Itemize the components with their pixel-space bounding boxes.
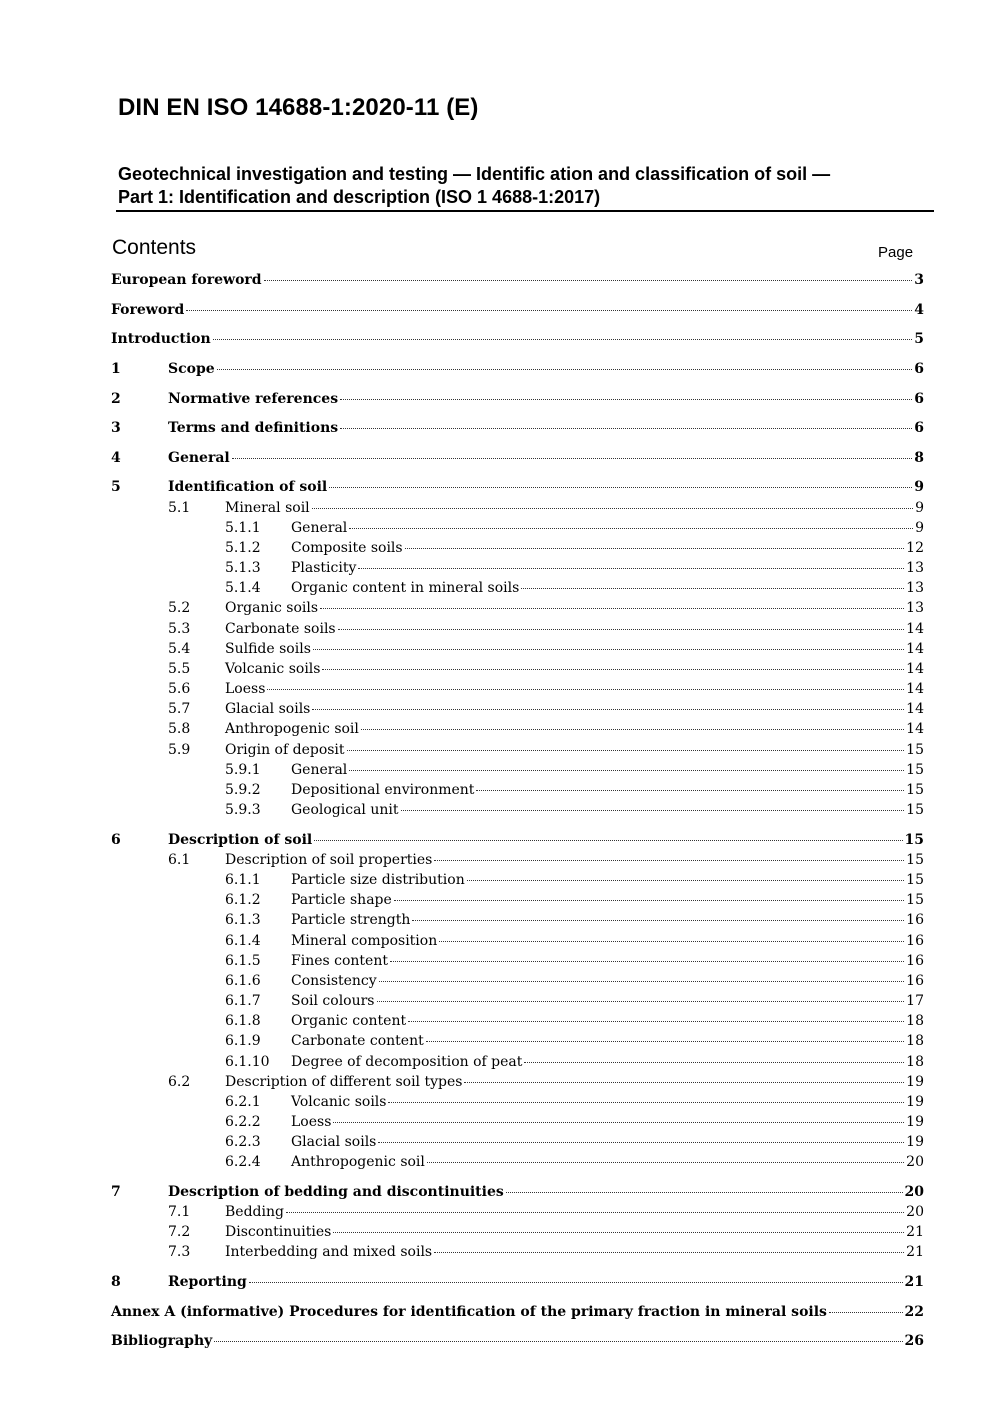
toc-entry[interactable] bbox=[111, 1331, 924, 1351]
toc-entry-title: Soil colours bbox=[291, 993, 375, 1009]
toc-entry[interactable] bbox=[168, 679, 924, 699]
toc-entry-title: Normative references bbox=[168, 391, 339, 407]
toc-entry-title: Glacial soils bbox=[225, 701, 311, 717]
toc-entry-number: 7.3 bbox=[168, 1244, 191, 1260]
toc-dot-leader bbox=[439, 941, 904, 942]
toc-dot-leader bbox=[232, 458, 913, 459]
toc-entry-page: 20 bbox=[906, 1204, 924, 1220]
toc-entry-title: Description of soil bbox=[168, 832, 313, 848]
toc-dot-leader bbox=[349, 528, 913, 529]
toc-entry-number: 6.2.1 bbox=[225, 1094, 261, 1110]
toc-entry[interactable] bbox=[111, 1272, 924, 1292]
toc-entry-number: 7.2 bbox=[168, 1224, 191, 1240]
toc-entry-page: 16 bbox=[906, 933, 924, 949]
toc-dot-leader bbox=[388, 1102, 904, 1103]
toc-entry[interactable] bbox=[168, 1222, 924, 1242]
toc-dot-leader bbox=[467, 880, 904, 881]
toc-dot-leader bbox=[379, 981, 904, 982]
toc-entry-page: 6 bbox=[914, 361, 924, 377]
toc-entry-page: 15 bbox=[906, 872, 924, 888]
toc-entry[interactable] bbox=[168, 1242, 924, 1262]
toc-entry-number: 5.1.2 bbox=[225, 540, 261, 556]
toc-dot-leader bbox=[320, 608, 904, 609]
toc-entry-title: Loess bbox=[291, 1114, 332, 1130]
toc-dot-leader bbox=[401, 810, 905, 811]
toc-entry-number: 3 bbox=[111, 420, 121, 436]
toc-entry-number: 6.1.8 bbox=[225, 1013, 261, 1029]
toc-entry-title: Annex A (informative) Procedures for identification of the primary fraction in mineral soils bbox=[111, 1304, 827, 1320]
toc-dot-leader bbox=[434, 860, 904, 861]
toc-entry-title: Mineral composition bbox=[291, 933, 438, 949]
toc-dot-leader bbox=[186, 310, 912, 311]
toc-entry-number: 5.3 bbox=[168, 621, 191, 637]
toc-entry-number: 5.1.3 bbox=[225, 560, 261, 576]
toc-dot-leader bbox=[312, 709, 904, 710]
toc-entry-number: 5.6 bbox=[168, 681, 191, 697]
toc-entry-number: 6.1.9 bbox=[225, 1033, 261, 1049]
toc-entry-title: Identification of soil bbox=[168, 479, 328, 495]
toc-entry-title: Organic content in mineral soils bbox=[291, 580, 520, 596]
toc-entry-number: 8 bbox=[111, 1274, 121, 1290]
toc-entry[interactable] bbox=[225, 890, 924, 910]
toc-dot-leader bbox=[408, 1021, 904, 1022]
toc-entry-page: 21 bbox=[904, 1274, 924, 1290]
toc-entry-number: 5.5 bbox=[168, 661, 191, 677]
toc-entry-number: 5.1.1 bbox=[225, 520, 261, 536]
toc-entry-title: Foreword bbox=[111, 302, 185, 318]
toc-entry[interactable] bbox=[225, 870, 924, 890]
toc-entry-page: 14 bbox=[906, 641, 924, 657]
toc-dot-leader bbox=[405, 548, 905, 549]
toc-entry-page: 14 bbox=[906, 681, 924, 697]
toc-entry-page: 21 bbox=[906, 1244, 924, 1260]
toc-entry-title: Particle strength bbox=[291, 912, 411, 928]
toc-entry-title: Anthropogenic soil bbox=[291, 1154, 425, 1170]
toc-entry[interactable] bbox=[168, 639, 924, 659]
toc-entry[interactable] bbox=[168, 740, 924, 760]
toc-entry-title: Plasticity bbox=[291, 560, 357, 576]
toc-entry-title: Reporting bbox=[168, 1274, 247, 1290]
toc-entry-title: Terms and definitions bbox=[168, 420, 339, 436]
toc-entry-page: 9 bbox=[914, 479, 924, 495]
toc-dot-leader bbox=[349, 770, 904, 771]
toc-entry-title: Discontinuities bbox=[225, 1224, 332, 1240]
toc-entry-number: 6.1.7 bbox=[225, 993, 261, 1009]
toc-entry-page: 20 bbox=[906, 1154, 924, 1170]
toc-entry[interactable] bbox=[225, 1031, 924, 1051]
toc-dot-leader bbox=[521, 588, 904, 589]
toc-entry[interactable] bbox=[225, 971, 924, 991]
toc-entry[interactable] bbox=[225, 800, 924, 820]
toc-dot-leader bbox=[394, 900, 904, 901]
toc-entry-title: Sulfide soils bbox=[225, 641, 311, 657]
toc-dot-leader bbox=[390, 961, 904, 962]
toc-entry-page: 6 bbox=[914, 420, 924, 436]
toc-entry[interactable] bbox=[225, 1092, 924, 1112]
toc-entry-page: 20 bbox=[904, 1184, 924, 1200]
toc-entry-page: 9 bbox=[915, 520, 924, 536]
toc-dot-leader bbox=[464, 1082, 904, 1083]
toc-entry-number: 5.2 bbox=[168, 600, 191, 616]
toc-entry-page: 3 bbox=[914, 272, 924, 288]
toc-entry-page: 26 bbox=[904, 1333, 924, 1349]
toc-entry-number: 2 bbox=[111, 391, 121, 407]
toc-entry-number: 6.2.3 bbox=[225, 1134, 261, 1150]
toc-entry-page: 8 bbox=[914, 450, 924, 466]
toc-entry[interactable] bbox=[225, 910, 924, 930]
toc-dot-leader bbox=[314, 840, 902, 841]
toc-dot-leader bbox=[347, 750, 905, 751]
toc-entry[interactable] bbox=[168, 598, 924, 618]
toc-entry-number: 6.1.3 bbox=[225, 912, 261, 928]
toc-entry-number: 6.1.1 bbox=[225, 872, 261, 888]
toc-entry-number: 6.1.6 bbox=[225, 973, 261, 989]
toc-entry-title: General bbox=[168, 450, 230, 466]
toc-entry[interactable] bbox=[111, 300, 924, 320]
toc-entry-number: 5.1.4 bbox=[225, 580, 261, 596]
toc-entry-title: Interbedding and mixed soils bbox=[225, 1244, 433, 1260]
toc-entry-page: 12 bbox=[906, 540, 924, 556]
toc-entry-page: 5 bbox=[914, 331, 924, 347]
toc-dot-leader bbox=[286, 1212, 904, 1213]
toc-entry-number: 6.1 bbox=[168, 852, 191, 868]
toc-entry[interactable] bbox=[225, 1132, 924, 1152]
toc-entry-title: Degree of decomposition of peat bbox=[291, 1054, 523, 1070]
toc-dot-leader bbox=[524, 1062, 904, 1063]
toc-dot-leader bbox=[322, 669, 904, 670]
toc-entry[interactable] bbox=[225, 1011, 924, 1031]
toc-entry[interactable] bbox=[111, 477, 924, 497]
toc-entry-title: Fines content bbox=[291, 953, 388, 969]
toc-dot-leader bbox=[217, 369, 913, 370]
toc-dot-leader bbox=[434, 1252, 904, 1253]
toc-entry-page: 15 bbox=[906, 802, 924, 818]
toc-entry[interactable] bbox=[111, 270, 924, 290]
toc-entry-title: Description of different soil types bbox=[225, 1074, 463, 1090]
toc-entry-page: 13 bbox=[906, 580, 924, 596]
toc-entry-page: 13 bbox=[906, 600, 924, 616]
toc-entry-title: General bbox=[291, 762, 348, 778]
document-title-line-2: Part 1: Identification and description (ISO 1 4688-1:2017) bbox=[118, 187, 601, 207]
toc-entry-title: Particle size distribution bbox=[291, 872, 465, 888]
toc-entry-title: Volcanic soils bbox=[291, 1094, 387, 1110]
toc-dot-leader bbox=[264, 280, 913, 281]
toc-dot-leader bbox=[361, 729, 904, 730]
toc-entry-number: 6.1.4 bbox=[225, 933, 261, 949]
toc-entry-page: 13 bbox=[906, 560, 924, 576]
toc-entry[interactable] bbox=[111, 329, 924, 349]
toc-entry-number: 6.1.5 bbox=[225, 953, 261, 969]
toc-entry-title: Organic soils bbox=[225, 600, 319, 616]
toc-entry[interactable] bbox=[225, 780, 924, 800]
toc-dot-leader bbox=[340, 399, 912, 400]
toc-entry[interactable] bbox=[225, 1112, 924, 1132]
toc-entry[interactable] bbox=[111, 1182, 924, 1202]
toc-entry[interactable] bbox=[111, 389, 924, 409]
toc-dot-leader bbox=[267, 689, 904, 690]
toc-dot-leader bbox=[829, 1312, 903, 1313]
toc-entry-title: Particle shape bbox=[291, 892, 392, 908]
toc-entry-number: 5.1 bbox=[168, 500, 191, 516]
toc-entry-number: 6.1.2 bbox=[225, 892, 261, 908]
toc-entry-title: Introduction bbox=[111, 331, 211, 347]
toc-entry-page: 14 bbox=[906, 661, 924, 677]
toc-dot-leader bbox=[333, 1122, 904, 1123]
toc-dot-leader bbox=[338, 629, 905, 630]
toc-entry-page: 16 bbox=[906, 973, 924, 989]
toc-entry-number: 5.8 bbox=[168, 721, 191, 737]
toc-entry[interactable] bbox=[225, 1052, 924, 1072]
toc-entry-title: Depositional environment bbox=[291, 782, 475, 798]
toc-dot-leader bbox=[426, 1041, 904, 1042]
toc-dot-leader bbox=[476, 790, 904, 791]
toc-entry-number: 6.2.4 bbox=[225, 1154, 261, 1170]
toc-dot-leader bbox=[329, 487, 912, 488]
toc-entry-title: Description of soil properties bbox=[225, 852, 433, 868]
toc-entry-title: Bibliography bbox=[111, 1333, 213, 1349]
toc-entry[interactable] bbox=[111, 830, 924, 850]
toc-dot-leader bbox=[506, 1192, 903, 1193]
toc-entry[interactable] bbox=[168, 699, 924, 719]
page-column-heading: Page bbox=[878, 244, 914, 261]
toc-entry-number: 5.9 bbox=[168, 742, 191, 758]
toc-entry-number: 7 bbox=[111, 1184, 121, 1200]
toc-entry-number: 5.4 bbox=[168, 641, 191, 657]
toc-entry-number: 1 bbox=[111, 361, 121, 377]
toc-entry-page: 6 bbox=[914, 391, 924, 407]
toc-dot-leader bbox=[249, 1282, 903, 1283]
toc-entry-title: Anthropogenic soil bbox=[225, 721, 359, 737]
toc-entry-page: 19 bbox=[906, 1114, 924, 1130]
toc-entry[interactable] bbox=[225, 558, 924, 578]
toc-entry-title: Carbonate soils bbox=[225, 621, 336, 637]
toc-dot-leader bbox=[377, 1001, 905, 1002]
toc-entry-number: 6 bbox=[111, 832, 121, 848]
toc-entry-page: 22 bbox=[904, 1304, 924, 1320]
toc-entry-number: 5.7 bbox=[168, 701, 191, 717]
toc-entry-number: 6.2 bbox=[168, 1074, 191, 1090]
toc-entry-title: Scope bbox=[168, 361, 215, 377]
toc-entry-page: 15 bbox=[904, 832, 924, 848]
toc-entry-title: Loess bbox=[225, 681, 266, 697]
toc-entry-title: Consistency bbox=[291, 973, 377, 989]
toc-entry-number: 7.1 bbox=[168, 1204, 191, 1220]
toc-entry-page: 19 bbox=[906, 1094, 924, 1110]
toc-entry-page: 15 bbox=[906, 782, 924, 798]
toc-entry-page: 19 bbox=[906, 1134, 924, 1150]
toc-dot-leader bbox=[213, 339, 913, 340]
toc-entry-number: 4 bbox=[111, 450, 121, 466]
toc-dot-leader bbox=[427, 1162, 904, 1163]
toc-entry[interactable] bbox=[168, 1072, 924, 1092]
toc-entry-page: 16 bbox=[906, 953, 924, 969]
toc-entry-page: 15 bbox=[906, 762, 924, 778]
toc-entry-page: 19 bbox=[906, 1074, 924, 1090]
contents-heading: Contents bbox=[112, 236, 197, 259]
toc-entry[interactable] bbox=[168, 659, 924, 679]
toc-dot-leader bbox=[333, 1232, 904, 1233]
toc-entry-page: 4 bbox=[914, 302, 924, 318]
toc-entry-title: European foreword bbox=[111, 272, 262, 288]
document-id: DIN EN ISO 14688-1:2020-11 (E) bbox=[118, 94, 479, 121]
toc-entry-number: 5.9.3 bbox=[225, 802, 261, 818]
toc-entry-title: Volcanic soils bbox=[225, 661, 321, 677]
toc-entry-page: 17 bbox=[906, 993, 924, 1009]
toc-entry[interactable] bbox=[168, 498, 924, 518]
toc-entry-page: 9 bbox=[915, 500, 924, 516]
toc-entry-number: 5 bbox=[111, 479, 121, 495]
toc-entry-page: 14 bbox=[906, 721, 924, 737]
toc-entry[interactable] bbox=[168, 719, 924, 739]
toc-entry-page: 14 bbox=[906, 701, 924, 717]
toc-entry-title: General bbox=[291, 520, 348, 536]
toc-entry-page: 16 bbox=[906, 912, 924, 928]
document-title-line-1: Geotechnical investigation and testing — Identific ation and classification of soil — bbox=[118, 164, 831, 184]
toc-entry[interactable] bbox=[168, 850, 924, 870]
toc-dot-leader bbox=[358, 568, 904, 569]
toc-entry[interactable] bbox=[111, 418, 924, 438]
toc-entry-number: 5.9.1 bbox=[225, 762, 261, 778]
toc-entry[interactable] bbox=[225, 518, 924, 538]
toc-entry-number: 6.1.10 bbox=[225, 1054, 270, 1070]
toc-entry-title: Bedding bbox=[225, 1204, 284, 1220]
toc-entry[interactable] bbox=[168, 1202, 924, 1222]
toc-entry-page: 18 bbox=[906, 1054, 924, 1070]
toc-dot-leader bbox=[312, 508, 913, 509]
toc-entry[interactable] bbox=[111, 448, 924, 468]
toc-entry[interactable] bbox=[225, 1152, 924, 1172]
toc-entry[interactable] bbox=[225, 578, 924, 598]
toc-entry[interactable] bbox=[111, 359, 924, 379]
toc-entry-page: 18 bbox=[906, 1033, 924, 1049]
toc-entry-page: 18 bbox=[906, 1013, 924, 1029]
toc-entry[interactable] bbox=[168, 619, 924, 639]
toc-entry[interactable] bbox=[225, 931, 924, 951]
toc-entry[interactable] bbox=[225, 760, 924, 780]
toc-entry[interactable] bbox=[225, 991, 924, 1011]
toc-entry-title: Geological unit bbox=[291, 802, 399, 818]
toc-entry-title: Description of bedding and discontinuities bbox=[168, 1184, 504, 1200]
toc-dot-leader bbox=[313, 649, 904, 650]
toc-entry[interactable] bbox=[225, 951, 924, 971]
toc-dot-leader bbox=[412, 920, 904, 921]
toc-dot-leader bbox=[214, 1341, 902, 1342]
toc-entry-title: Origin of deposit bbox=[225, 742, 345, 758]
toc-entry-number: 5.9.2 bbox=[225, 782, 261, 798]
toc-entry-page: 15 bbox=[906, 852, 924, 868]
toc-entry-page: 15 bbox=[906, 742, 924, 758]
toc-dot-leader bbox=[378, 1142, 904, 1143]
toc-entry-title: Carbonate content bbox=[291, 1033, 424, 1049]
toc-entry-title: Composite soils bbox=[291, 540, 403, 556]
toc-entry-page: 15 bbox=[906, 892, 924, 908]
toc-entry-title: Organic content bbox=[291, 1013, 407, 1029]
toc-entry-page: 21 bbox=[906, 1224, 924, 1240]
toc-entry-title: Glacial soils bbox=[291, 1134, 377, 1150]
toc-entry[interactable] bbox=[111, 1302, 924, 1322]
toc-entry-number: 6.2.2 bbox=[225, 1114, 261, 1130]
toc-entry-title: Mineral soil bbox=[225, 500, 310, 516]
toc-entry[interactable] bbox=[225, 538, 924, 558]
toc-entry-page: 14 bbox=[906, 621, 924, 637]
toc-dot-leader bbox=[340, 428, 912, 429]
